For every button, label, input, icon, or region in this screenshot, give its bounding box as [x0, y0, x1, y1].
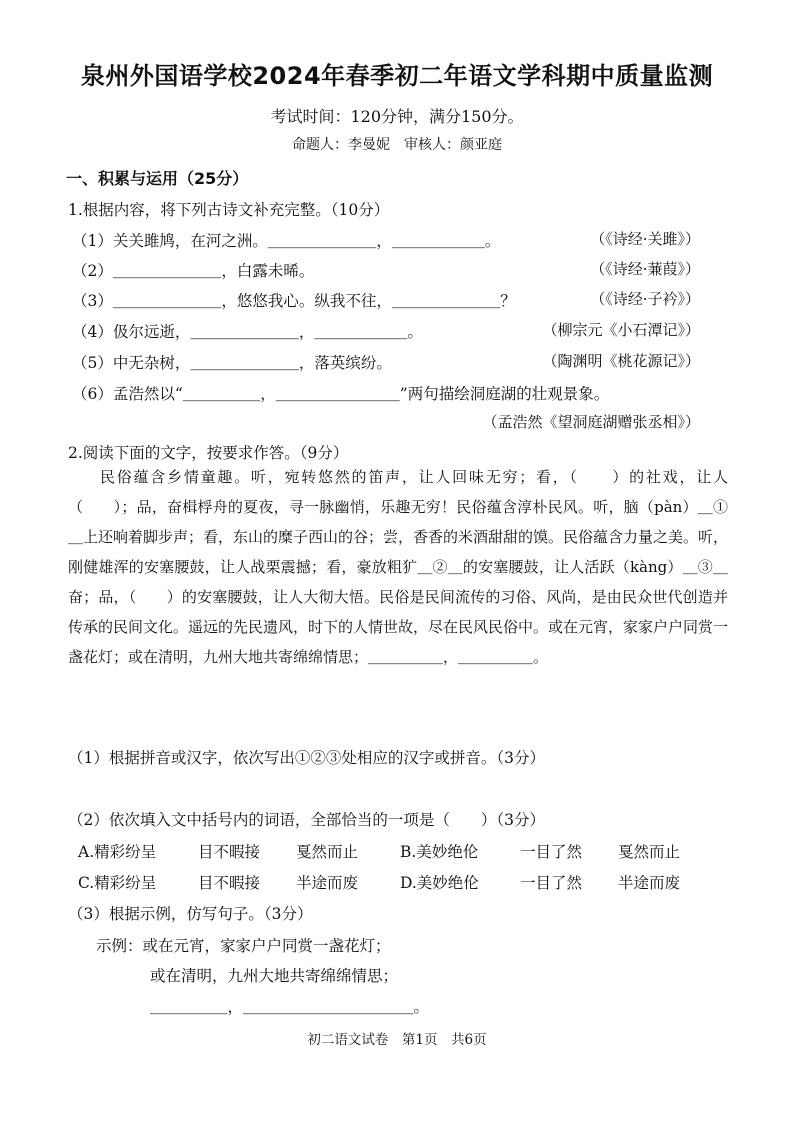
option-c-word-3: 半途而废 [296, 874, 359, 892]
q1-item-5: （5）中无杂树，＿＿＿＿＿＿＿，落英缤纷。 [72, 354, 392, 372]
option-a-word-2: 目不暇接 [198, 843, 261, 861]
q1-item-4-source: （柳宗元《小石潭记》） [542, 321, 700, 339]
q1-item-2: （2）＿＿＿＿＿＿＿，白露未晞。 [72, 262, 315, 280]
imitation-answer-line: ＿＿＿＿＿，＿＿＿＿＿＿＿＿＿＿＿。 [150, 998, 430, 1016]
example-line-2: 或在清明，九州大地共寄绵绵情思； [150, 967, 399, 985]
option-d-word-3: 半途而废 [618, 874, 681, 892]
exam-authors: 命题人：李曼妮 审核人：颜亚庭 [292, 137, 502, 153]
q1-item-6: （6）孟浩然以“＿＿＿＿＿，＿＿＿＿＿＿＿＿”两句描绘洞庭湖的壮观景象。 [72, 385, 610, 403]
q1-item-4: （4）伋尔远逝，＿＿＿＿＿＿＿，＿＿＿＿＿＿。 [72, 323, 423, 341]
section-heading: 一、积累与运用（25分） [66, 169, 249, 188]
q2-sub-3: （3）根据示例，仿写句子。（3分） [68, 905, 313, 923]
option-c-label: C.精彩纷呈 [78, 874, 157, 892]
option-b-word-2: 一目了然 [520, 843, 583, 861]
option-b-label: B.美妙绝伦 [400, 843, 479, 861]
question-2-stem: 2.阅读下面的文字，按要求作答。（9分） [68, 444, 349, 462]
q1-item-1-source: （《诗经·关雎》） [590, 230, 700, 248]
q1-item-1: （1）关关雎鸠，在河之洲。＿＿＿＿＿＿＿，＿＿＿＿＿＿。 [72, 232, 501, 250]
option-d-label: D.美妙绝伦 [400, 874, 479, 892]
option-a-word-3: 戛然而止 [296, 843, 359, 861]
q1-item-2-source: （《诗经·蒹葭》） [590, 260, 700, 278]
example-line-1: 示例：或在元宵，家家户户同赏一盏花灯； [96, 937, 391, 955]
q2-sub-1: （1）根据拼音或汉字，依次写出①②③处相应的汉字或拼音。（3分） [68, 749, 545, 767]
reading-passage [68, 462, 728, 672]
option-c-word-2: 目不暇接 [198, 874, 261, 892]
option-a-label: A.精彩纷呈 [78, 843, 157, 861]
q1-item-3: （3）＿＿＿＿＿＿＿，悠悠我心。纵我不往，＿＿＿＿＿＿＿？ [72, 292, 516, 310]
q2-sub-2: （2）依次填入文中括号内的词语，全部恰当的一项是（ ）（3分） [68, 811, 545, 829]
q1-item-5-source: （陶渊明《桃花源记》） [542, 352, 700, 370]
passage-paragraph: 民俗蕴含乡情童趣。听，宛转悠然的笛声，让人回味无穷；看，（ ）的社戏，让人（ ）；品，奋楫桴舟的夏夜，寻一脉幽悄，乐趣无穷！民俗蕴含淳朴民风。听，脑（pàn）＿①＿上还响着脚步声；看，东山的糜子西山的谷；尝，香香的米酒甜甜的馍。民俗蕴含力量之美。听，刚健雄浑的安塞腰鼓，让人战栗震撼；看，豪放粗犷＿②＿的安塞腰鼓，让人活跃（kàng）＿③＿奋；品，（ ）的安塞腰鼓，让人大彻大悟。民俗是民间流传的习俗、风尚，是由民众世代创造并传承的民间文化。遥远的先民遗风，时下的人情世故，尽在民风民俗中。或在元宵，家家户户同赏一盏花灯；或在清明，九州大地共寄绵绵情思；＿＿＿＿＿，＿＿＿＿＿。 [68, 468, 729, 666]
question-1-stem: 1.根据内容，将下列古诗文补充完整。（10分） [68, 201, 390, 219]
page-footer: 初二语文试卷 第1页 共6页 [307, 1032, 487, 1048]
option-b-word-3: 戛然而止 [618, 843, 681, 861]
option-d-word-2: 一目了然 [520, 874, 583, 892]
q1-item-6-source: （孟浩然《望洞庭湖赠张丞相》） [482, 413, 700, 431]
exam-title: 泉州外国语学校2024年春季初二年语文学科期中质量监测 [80, 62, 714, 90]
q1-item-3-source: （《诗经·子衿》） [590, 290, 700, 308]
exam-info: 考试时间：120分钟，满分150分。 [270, 107, 524, 126]
